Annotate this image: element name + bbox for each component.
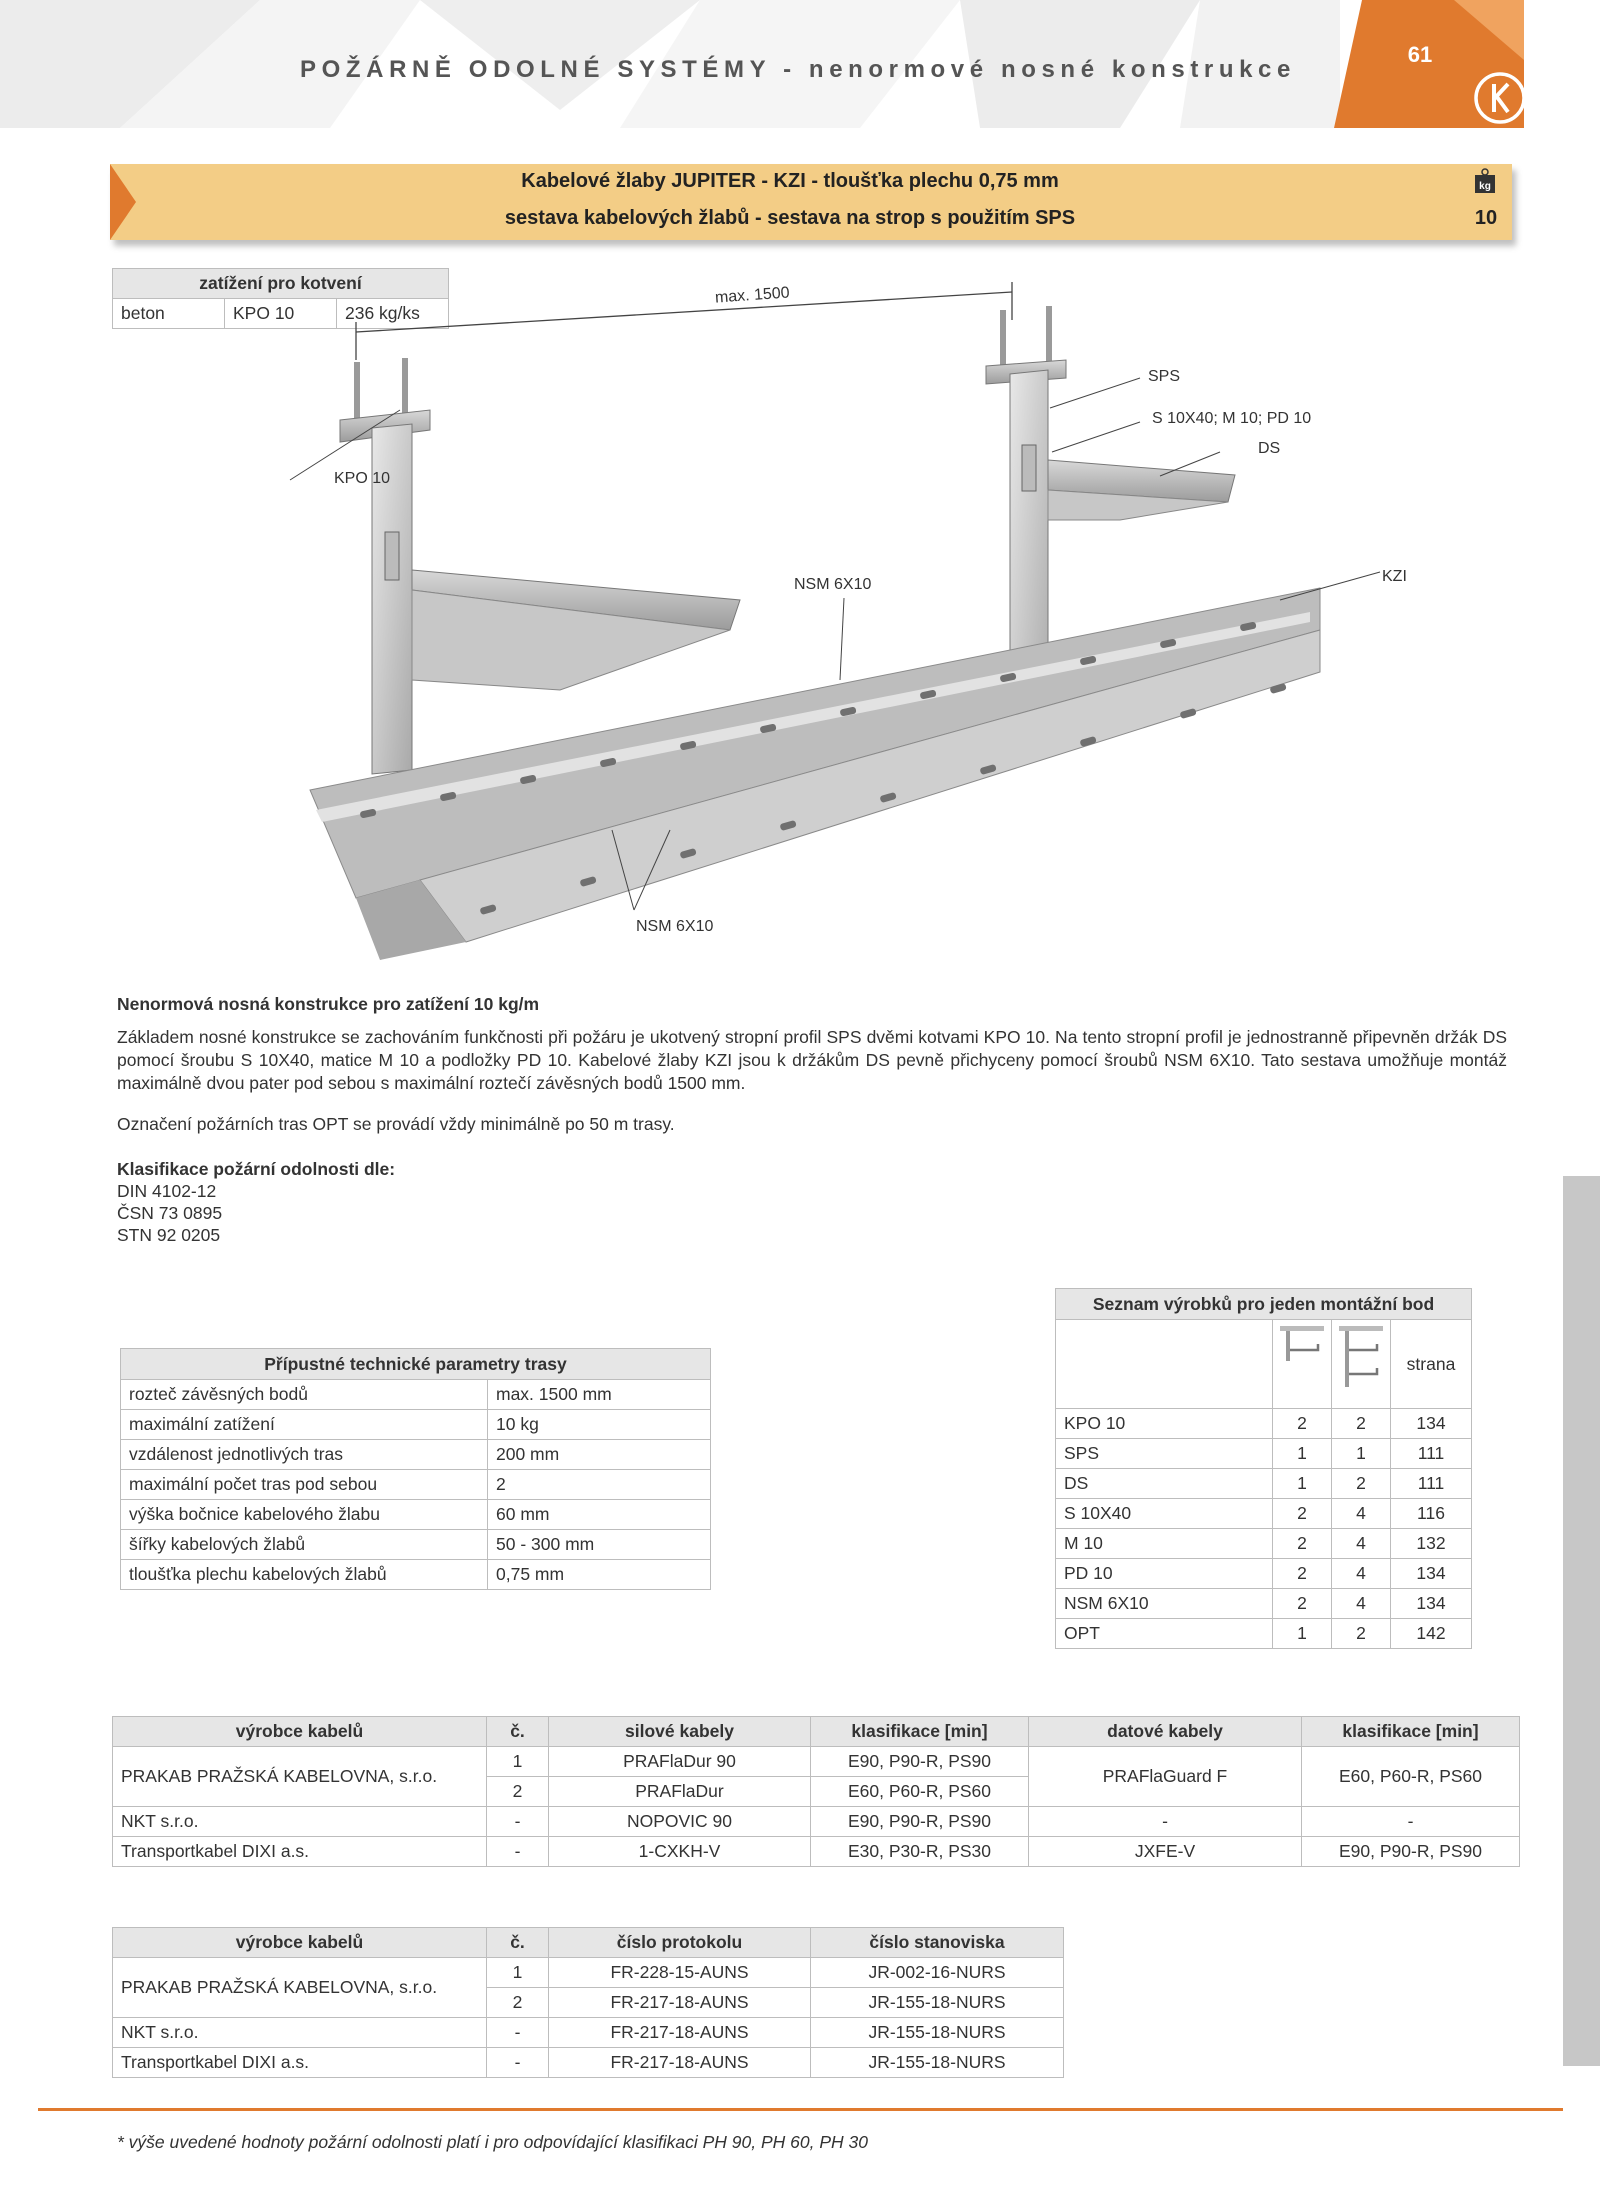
opinion-cell: JR-155-18-NURS [811, 2018, 1064, 2048]
single-tier-icon [1273, 1320, 1332, 1409]
qty-single: 1 [1273, 1439, 1332, 1469]
product-name: KPO 10 [1056, 1409, 1273, 1439]
qty-double: 1 [1332, 1439, 1391, 1469]
ds-label: DS [1258, 440, 1281, 457]
number-cell: 2 [487, 1988, 549, 2018]
qty-single: 2 [1273, 1559, 1332, 1589]
param-label: vzdálenost jednotlivých tras [121, 1440, 488, 1470]
col-header: datové kabely [1029, 1717, 1302, 1747]
data-cable-cell: - [1029, 1807, 1302, 1837]
product-list-table [1055, 1288, 1472, 1649]
description-text: Základem nosné konstrukce se zachováním funkčnosti při požáru je ukotvený stropní profil SPS dvěmi kotvami KPO 10. Na tento stropní profil je jednostranně připevněn držák DS pomocí šroubu S 10X40, matice M 10 a podložky PD 10. Kabelové žlaby KZI jsou k držákům DS pevně přichyceny pomocí šroubů NSM 6X10. Tato sestava umožňuje montáž maximálně dvou pater pod sebou s maximální roztečí závěsných bodů 1500 mm. [117, 1027, 1507, 1093]
qty-single: 2 [1273, 1529, 1332, 1559]
col-header: silové kabely [549, 1717, 811, 1747]
param-label: maximální zatížení [121, 1410, 488, 1440]
param-value: 10 kg [488, 1410, 711, 1440]
qty-single: 2 [1273, 1409, 1332, 1439]
class-cell: E60, P60-R, PS60 [811, 1777, 1029, 1807]
opinion-cell: JR-002-16-NURS [811, 1958, 1064, 1988]
protocol-cell: FR-217-18-AUNS [549, 1988, 811, 2018]
number-cell: 1 [487, 1747, 549, 1777]
qty-double: 4 [1332, 1589, 1391, 1619]
footnote: * výše uvedené hodnoty požární odolnosti platí i pro odpovídající klasifikaci PH 90, PH 60, PH 30 [117, 2132, 868, 2152]
assembly-diagram [260, 270, 1407, 960]
banner-subtitle: sestava kabelových žlabů - sestava na strop s použitím SPS [504, 207, 1076, 229]
weight-icon [1474, 168, 1496, 194]
qty-double: 2 [1332, 1409, 1391, 1439]
power-cable-cell: 1-CXKH-V [549, 1837, 811, 1867]
side-strip [1563, 1176, 1600, 2066]
standard-item: ČSN 73 0895 [117, 1203, 223, 1223]
col-header: číslo protokolu [549, 1928, 811, 1958]
product-name: DS [1056, 1469, 1273, 1499]
page-column-header: strana [1391, 1320, 1472, 1409]
param-value: 2 [488, 1470, 711, 1500]
class-cell: - [1302, 1807, 1520, 1837]
qty-single: 1 [1273, 1619, 1332, 1649]
dim-max-label: max. 1500 [714, 284, 791, 307]
protocol-table [112, 1927, 1064, 2078]
anchoring-cell: beton [113, 299, 225, 329]
power-cable-cell: PRAFlaDur [549, 1777, 811, 1807]
page-number: 61 [1407, 42, 1433, 67]
cable-classification-table [112, 1716, 1520, 1867]
k-logo-icon [1472, 70, 1528, 126]
qty-double: 2 [1332, 1619, 1391, 1649]
manufacturer-cell: PRAKAB PRAŽSKÁ KABELOVNA, s.r.o. [113, 1747, 487, 1807]
number-cell: - [487, 1837, 549, 1867]
param-value: 0,75 mm [488, 1560, 711, 1590]
number-cell: - [487, 2048, 549, 2078]
class-cell: E90, P90-R, PS90 [811, 1747, 1029, 1777]
col-header: č. [487, 1717, 549, 1747]
col-header: klasifikace [min] [811, 1717, 1029, 1747]
anchoring-header: zatížení pro kotvení [113, 269, 449, 299]
param-label: tloušťka plechu kabelových žlabů [121, 1560, 488, 1590]
product-name: S 10X40 [1056, 1499, 1273, 1529]
anchoring-cell: KPO 10 [225, 299, 337, 329]
page-ref: 134 [1391, 1589, 1472, 1619]
anchoring-cell: 236 kg/ks [337, 299, 449, 329]
product-name: SPS [1056, 1439, 1273, 1469]
qty-double: 4 [1332, 1499, 1391, 1529]
icon-header-blank [1056, 1320, 1273, 1409]
number-cell: - [487, 1807, 549, 1837]
number-cell: 1 [487, 1958, 549, 1988]
screw-label: S 10X40; M 10; PD 10 [1152, 410, 1312, 427]
col-header: klasifikace [min] [1302, 1717, 1520, 1747]
qty-single: 1 [1273, 1469, 1332, 1499]
kzi-label: KZI [1382, 568, 1407, 585]
opinion-cell: JR-155-18-NURS [811, 2048, 1064, 2078]
standard-item: DIN 4102-12 [117, 1181, 217, 1201]
kpo-label: KPO 10 [334, 470, 391, 487]
nsm-bottom-label: NSM 6X10 [636, 918, 714, 935]
page-ref: 111 [1391, 1439, 1472, 1469]
class-cell: E90, P90-R, PS90 [1302, 1837, 1520, 1867]
col-header: číslo stanoviska [811, 1928, 1064, 1958]
qty-double: 2 [1332, 1469, 1391, 1499]
param-label: rozteč závěsných bodů [121, 1380, 488, 1410]
data-cable-cell: PRAFlaGuard F [1029, 1747, 1302, 1807]
product-name: NSM 6X10 [1056, 1589, 1273, 1619]
page-ref: 111 [1391, 1469, 1472, 1499]
qty-single: 2 [1273, 1589, 1332, 1619]
power-cable-cell: PRAFlaDur 90 [549, 1747, 811, 1777]
param-label: maximální počet tras pod sebou [121, 1470, 488, 1500]
product-name: OPT [1056, 1619, 1273, 1649]
standard-item: STN 92 0205 [117, 1225, 221, 1245]
class-cell: E30, P30-R, PS30 [811, 1837, 1029, 1867]
route-parameters-table [120, 1348, 711, 1590]
class-cell: E90, P90-R, PS90 [811, 1807, 1029, 1837]
class-cell: E60, P60-R, PS60 [1302, 1747, 1520, 1807]
manufacturer-cell: NKT s.r.o. [113, 2018, 487, 2048]
protocol-cell: FR-228-15-AUNS [549, 1958, 811, 1988]
manufacturer-cell: NKT s.r.o. [113, 1807, 487, 1837]
page-ref: 134 [1391, 1409, 1472, 1439]
param-value: max. 1500 mm [488, 1380, 711, 1410]
protocol-cell: FR-217-18-AUNS [549, 2048, 811, 2078]
param-value: 200 mm [488, 1440, 711, 1470]
double-tier-icon [1332, 1320, 1391, 1409]
assembly-illustration [260, 270, 1400, 960]
opinion-cell: JR-155-18-NURS [811, 1988, 1064, 2018]
product-name: PD 10 [1056, 1559, 1273, 1589]
param-label: výška bočnice kabelového žlabu [121, 1500, 488, 1530]
qty-double: 4 [1332, 1529, 1391, 1559]
manufacturer-cell: Transportkabel DIXI a.s. [113, 1837, 487, 1867]
weight-value: 10 [1474, 207, 1498, 229]
manufacturer-cell: Transportkabel DIXI a.s. [113, 2048, 487, 2078]
params-header: Přípustné technické parametry trasy [121, 1349, 711, 1380]
opt-note: Označení požárních tras OPT se provádí vždy minimálně po 50 m trasy. [117, 1114, 675, 1134]
page-ref: 116 [1391, 1499, 1472, 1529]
col-header: výrobce kabelů [113, 1928, 487, 1958]
manufacturer-cell: PRAKAB PRAŽSKÁ KABELOVNA, s.r.o. [113, 1958, 487, 2018]
param-label: šířky kabelových žlabů [121, 1530, 488, 1560]
number-cell: 2 [487, 1777, 549, 1807]
page-ref: 142 [1391, 1619, 1472, 1649]
weight-icon-text: kg [1479, 181, 1491, 192]
qty-double: 4 [1332, 1559, 1391, 1589]
data-cable-cell: JXFE-V [1029, 1837, 1302, 1867]
nsm-top-label: NSM 6X10 [794, 576, 872, 593]
product-list-header: Seznam výrobků pro jeden montážní bod [1056, 1289, 1472, 1320]
number-cell: - [487, 2018, 549, 2048]
qty-single: 2 [1273, 1499, 1332, 1529]
col-header: výrobce kabelů [113, 1717, 487, 1747]
param-value: 60 mm [488, 1500, 711, 1530]
page-ref: 134 [1391, 1559, 1472, 1589]
header-title: POŽÁRNĚ ODOLNÉ SYSTÉMY - nenormové nosné konstrukce [300, 56, 1296, 83]
protocol-cell: FR-217-18-AUNS [549, 2018, 811, 2048]
page-ref: 132 [1391, 1529, 1472, 1559]
param-value: 50 - 300 mm [488, 1530, 711, 1560]
power-cable-cell: NOPOVIC 90 [549, 1807, 811, 1837]
classification-heading: Klasifikace požární odolnosti dle: [117, 1159, 396, 1179]
sps-label: SPS [1148, 368, 1181, 385]
footer-divider [38, 2108, 1563, 2111]
description-heading: Nenormová nosná konstrukce pro zatížení 10 kg/m [117, 994, 540, 1014]
product-name: M 10 [1056, 1529, 1273, 1559]
col-header: č. [487, 1928, 549, 1958]
banner-title: Kabelové žlaby JUPITER - KZI - tloušťka plechu 0,75 mm [521, 170, 1059, 192]
